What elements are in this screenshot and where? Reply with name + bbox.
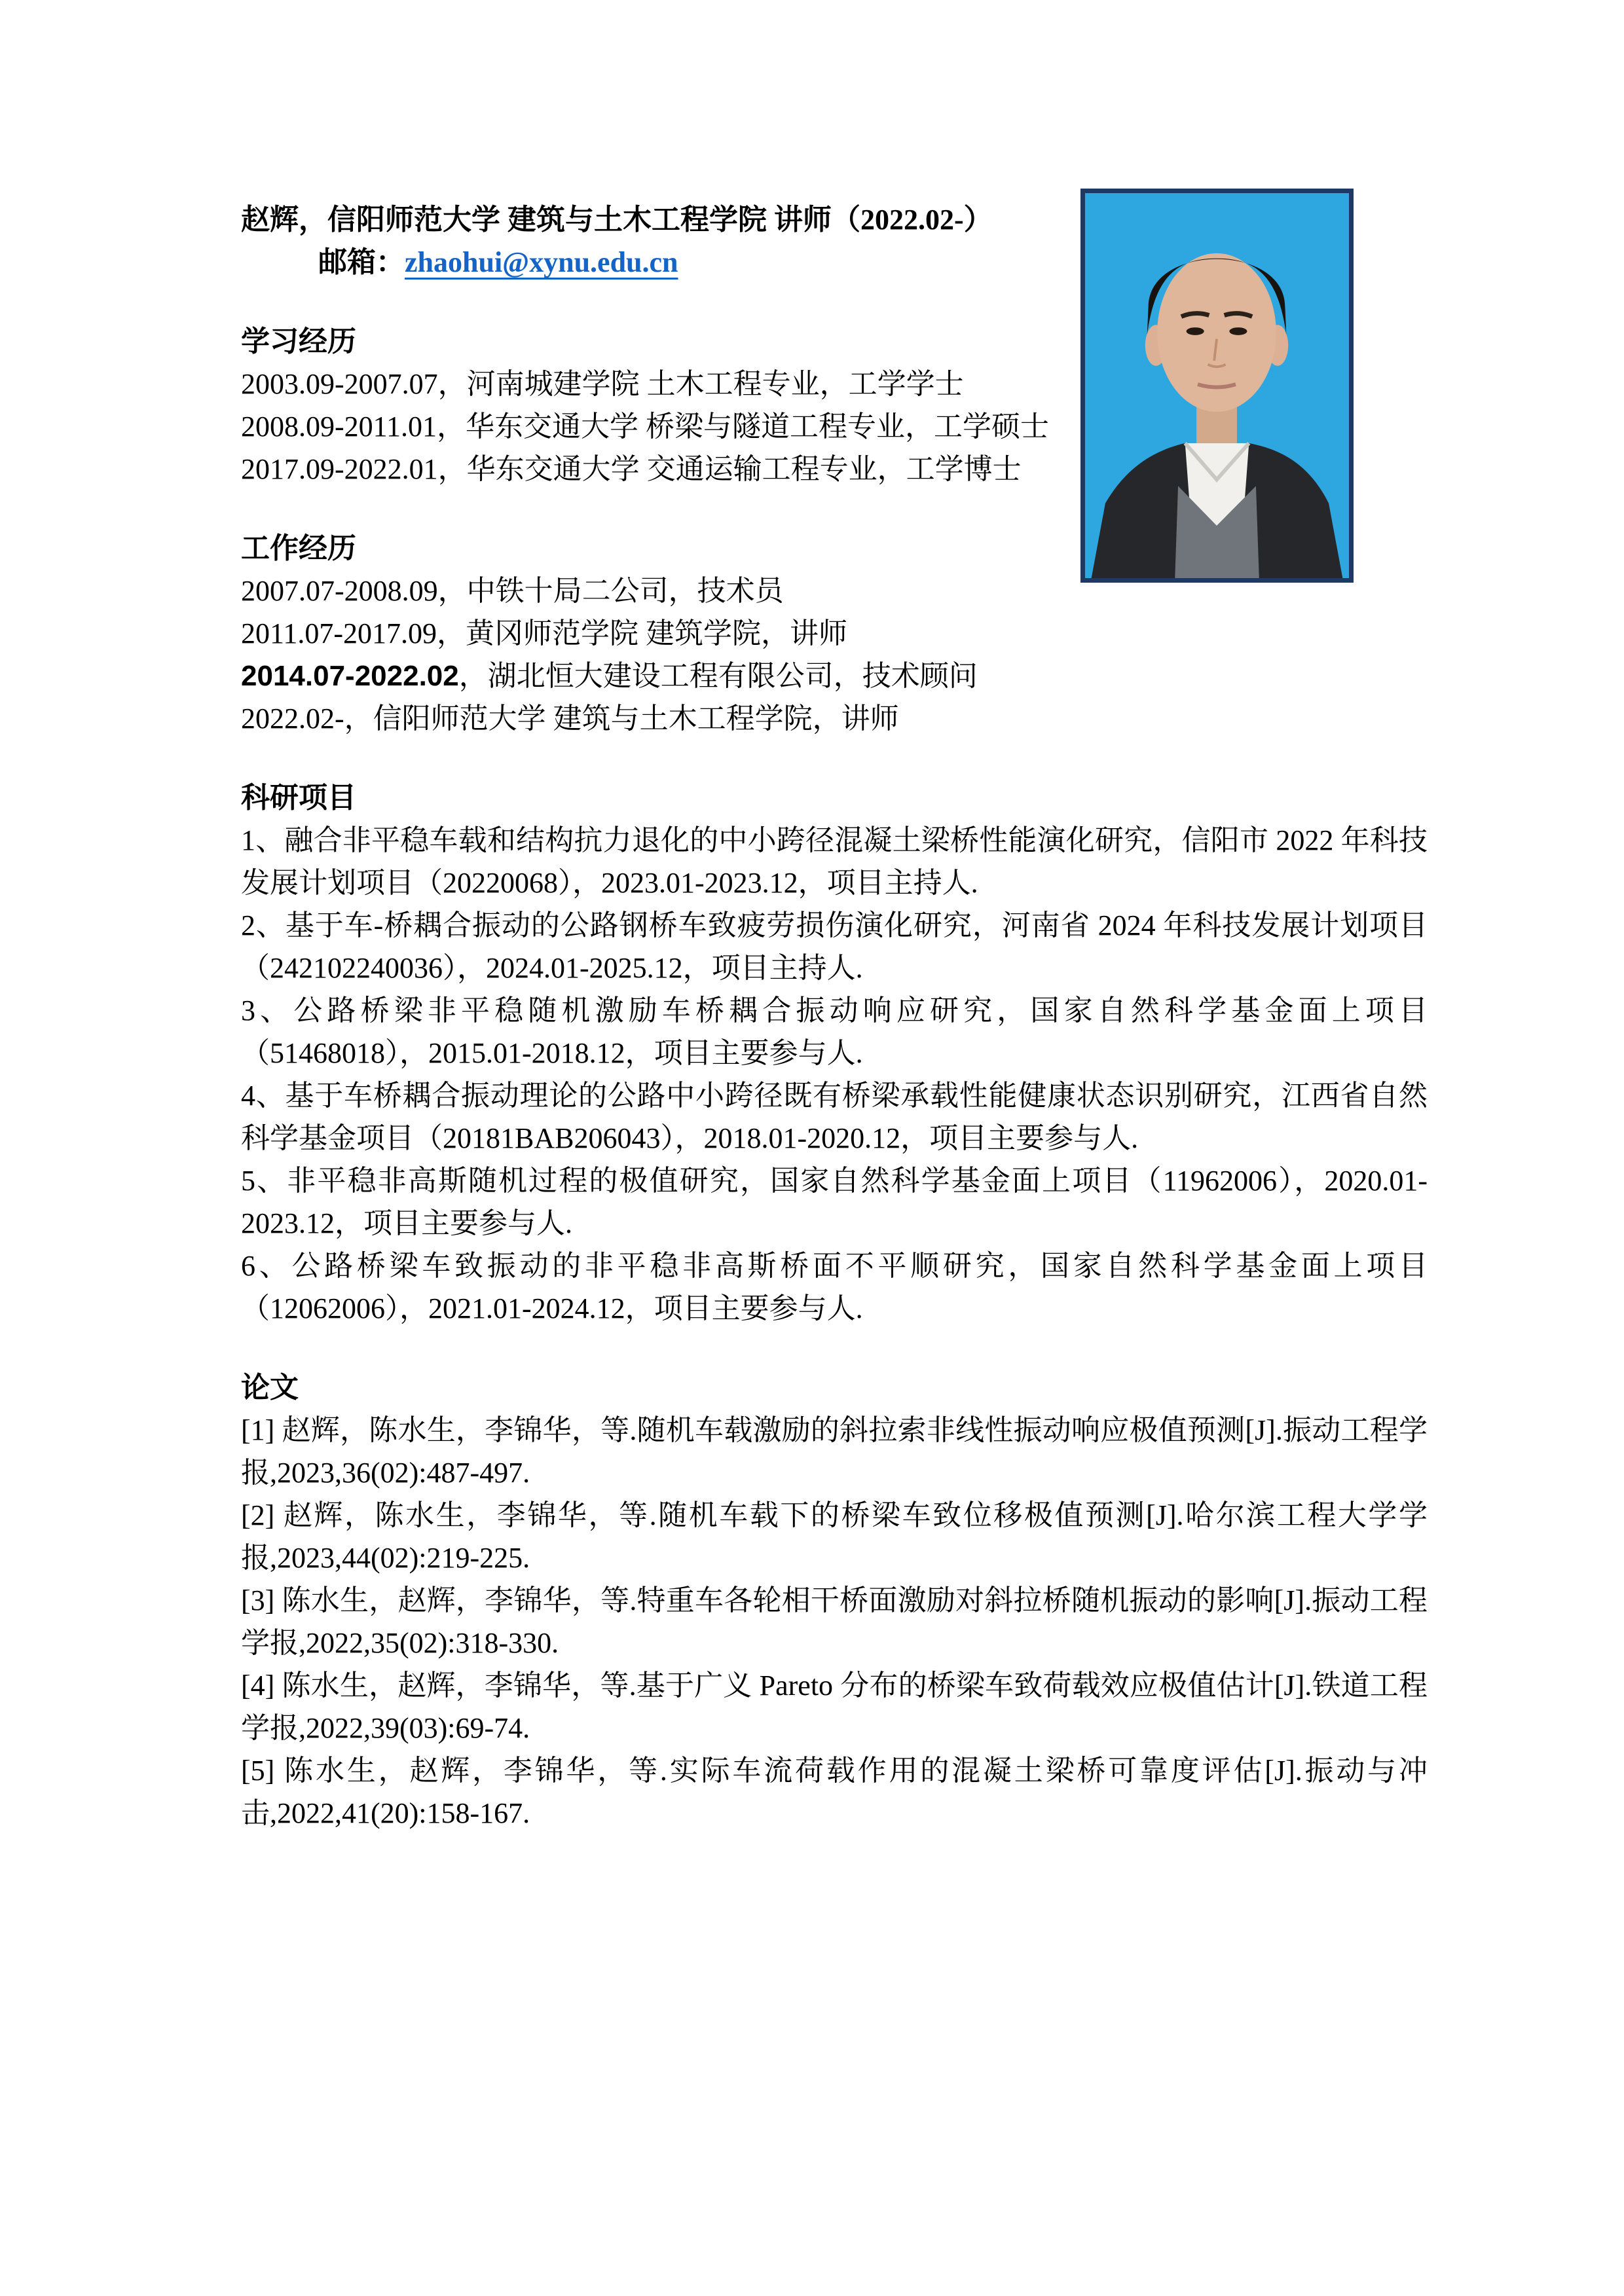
work-item-date: 2022.02- <box>241 702 344 735</box>
work-item-date: 2007.07-2008.09 <box>241 575 438 607</box>
research-item: 4、基于车桥耦合振动理论的公路中小跨径既有桥梁承载性能健康状态识别研究，江西省自然科学基金项目（20181BAB206043），2018.01-2020.12，项目主要参与人. <box>241 1080 1428 1154</box>
research-item: 1、融合非平稳车载和结构抗力退化的中小跨径混凝土梁桥性能演化研究，信阳市 2022 年科技发展计划项目（20220068），2023.01-2023.12，项目主持人. <box>241 824 1428 899</box>
section-heading-work: 工作经历 <box>241 532 356 564</box>
section-heading-research: 科研项目 <box>241 782 356 814</box>
research-item: 5、非平稳非高斯随机过程的极值研究，国家自然科学基金面上项目（11962006），2020.01-2023.12，项目主要参与人. <box>241 1165 1428 1239</box>
section-heading-education: 学习经历 <box>241 325 356 357</box>
research-item: 2、基于车-桥耦合振动的公路钢桥车致疲劳损伤演化研究，河南省 2024 年科技发展计划项目（242102240036），2024.01-2025.12，项目主持人. <box>241 909 1428 984</box>
research-item: 3、公路桥梁非平稳随机激励车桥耦合振动响应研究，国家自然科学基金面上项目（51468018），2015.01-2018.12，项目主要参与人. <box>241 994 1428 1069</box>
education-item: 2017.09-2022.01，华东交通大学 交通运输工程专业，工学博士 <box>241 453 1022 485</box>
portrait-photo <box>1080 189 1354 583</box>
research-item: 6、公路桥梁车致振动的非平稳非高斯桥面不平顺研究，国家自然科学基金面上项目（12062006），2021.01-2024.12，项目主要参与人. <box>241 1250 1428 1324</box>
work-item-date: 2014.07-2022.02 <box>241 660 459 692</box>
email-label: 邮箱： <box>318 246 405 278</box>
paper-item: [4] 陈水生，赵辉，李锦华，等.基于广义 Pareto 分布的桥梁车致荷载效应极值估计[J].铁道工程学报,2022,39(03):69-74. <box>241 1669 1428 1744</box>
work-item <box>241 697 1428 740</box>
page-title: 赵辉，信阳师范大学 建筑与土木工程学院 讲师（2022.02-） <box>241 204 993 236</box>
work-item-text: ，信阳师范大学 建筑与土木工程学院，讲师 <box>344 702 899 735</box>
paper-item: [3] 陈水生，赵辉，李锦华，等.特重车各轮相干桥面激励对斜拉桥随机振动的影响[J].振动工程学报,2022,35(02):318-330. <box>241 1584 1428 1659</box>
education-item: 2003.09-2007.07，河南城建学院 土木工程专业，工学学士 <box>241 368 964 400</box>
email-link[interactable]: zhaohui@xynu.edu.cn <box>405 246 678 278</box>
work-item <box>241 612 1428 655</box>
work-item-date: 2011.07-2017.09 <box>241 617 437 649</box>
portrait-photo-illustration <box>1085 193 1349 578</box>
paper-item: [5] 陈水生，赵辉，李锦华，等.实际车流荷载作用的混凝土梁桥可靠度评估[J].振动与冲击,2022,41(20):158-167. <box>241 1755 1428 1829</box>
work-item-text: ，中铁十局二公司，技术员 <box>437 575 784 607</box>
work-item <box>241 655 1428 697</box>
section-heading-papers: 论文 <box>241 1372 299 1404</box>
work-item-text: ，黄冈师范学院 建筑学院，讲师 <box>437 617 848 649</box>
paper-item: [2] 赵辉，陈水生，李锦华，等.随机车载下的桥梁车致位移极值预测[J].哈尔滨工程大学学报,2023,44(02):219-225. <box>241 1499 1428 1574</box>
paper-item: [1] 赵辉，陈水生，李锦华，等.随机车载激励的斜拉索非线性振动响应极值预测[J].振动工程学报,2023,36(02):487-497. <box>241 1414 1428 1489</box>
education-item: 2008.09-2011.01，华东交通大学 桥梁与隧道工程专业，工学硕士 <box>241 410 1050 443</box>
work-item-text: ，湖北恒大建设工程有限公司，技术顾问 <box>458 660 978 692</box>
